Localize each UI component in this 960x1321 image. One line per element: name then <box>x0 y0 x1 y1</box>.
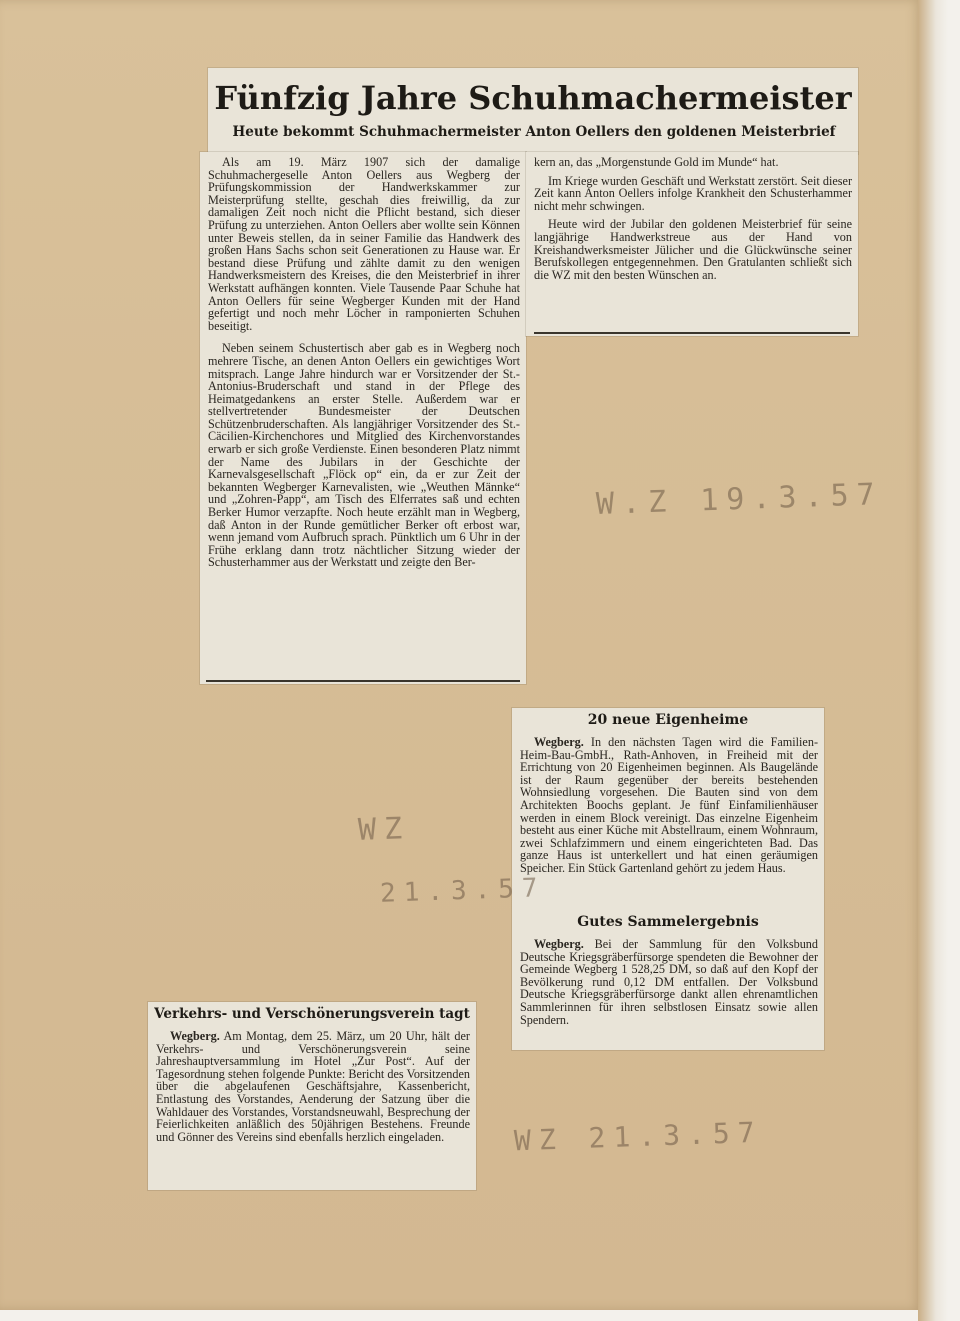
main-article-paragraph-5: Heute wird der Jubilar den goldenen Meisterbrief für seine langjährige Handwerkstreue aus der Hand von Kreishandwerksmeister Jülicher und die Glückwünsche seiner Berufskollegen entgegennehmen. Den Gratulanten schließt sich die WZ mit den besten Wünschen an. <box>534 217 852 282</box>
eigenheime-place: Wegberg. <box>534 735 584 749</box>
page-edge <box>918 0 948 1321</box>
handwritten-date-note-3: WZ 21.3.57 <box>513 1115 764 1158</box>
main-article-left-column <box>200 152 526 684</box>
column-end-rule <box>206 680 520 682</box>
sammel-place: Wegberg. <box>534 937 584 951</box>
verein-clipping <box>148 1002 476 1190</box>
verein-place: Wegberg. <box>170 1029 220 1043</box>
eigenheime-text <box>520 736 818 875</box>
verein-headline: Verkehrs- und Verschönerungsverein tagt <box>154 1006 470 1022</box>
sammel-text <box>520 938 818 1026</box>
main-article-subheadline: Heute bekommt Schuhmachermeister Anton Oellers den goldenen Meisterbrief <box>232 124 836 140</box>
eigenheime-clipping <box>512 708 824 1050</box>
column-end-rule <box>534 332 850 334</box>
handwritten-date-note-2: 21.3.57 <box>379 873 547 909</box>
main-article-paragraph-4: Im Kriege wurden Geschäft und Werkstatt zerstört. Seit dieser Zeit kann Anton Oellers infolge Krankheit den Schusterhammer nicht mehr schwingen. <box>534 173 852 213</box>
main-article-headline: Fünfzig Jahre Schuhmachermeister <box>214 79 852 117</box>
handwritten-source-note: WZ <box>357 811 411 848</box>
eigenheime-headline: 20 neue Eigenheime <box>587 712 749 728</box>
main-article-paragraph-2: Neben seinem Schustertisch aber gab es in Wegberg noch mehrere Tische, an denen Anton Oellers ein gewichtiges Wort mitsprach. Lange Jahre hindurch war er Vorsitzender der St.-Antonius-Bruderschaft und stand in der Pflege des Heimatgedankens an erster Stelle. Außerdem war er stellvertretender Bundesmeister der Deutschen Schützenbruderschaften. Als langjähriger Vorsitzender des St.-Cäcilien-Kirchenchores und Mitglied des Kirchenvorstandes erwarb er sich große Verdienste. Einen besonderen Platz nimmt der Name des Jubilars in der Geschichte der Karnevalsgesellschaft „Flöck op“ ein, da er zur Zeit der bekannten Wegberger Karnevalisten, wie „Weuthen Männke“ und „Zohren-Papp“, am Tisch des Elferrates saß und echten Berker Humor verzapfte. Noch heute erzählt man in Wegberg, daß Anton in der Runde gemütlicher Berker oft erbost war, wenn jemand vom Aufbruch sprach. Pünktlich um 6 Uhr in der Frühe erklang dann trotz nächtlicher Sitzung wieder der Schusterhammer aus der Werkstatt und zeigte den Ber- <box>208 341 520 570</box>
handwritten-date-note-1: W.Z 19.3.57 <box>595 477 884 522</box>
sammel-body: Bei der Sammlung für den Volksbund Deutsche Kriegsgräberfürsorge spendeten die Bewohner der Gemeinde Wegberg 1 528,25 DM, so daß auf den Kopf der Bevölkerung rund 0,12 DM entfallen. Der Volksbund Deutsche Kriegsgräberfürsorge dankt allen ehrenamtlichen Sammlerinnen für ihren selbstlosen Einsatz sowie allen Spendern. <box>520 937 818 1027</box>
verein-text <box>156 1030 470 1143</box>
eigenheime-body: In den nächsten Tagen wird die Familien-Heim-Bau-GmbH., Rath-Anhoven, in Freiheid mit der Errichtung von 20 Eigenheimen beginnen. Als Baugelände ist der Raum gegenüber der bereits bestehenden Wohnsiedlung vorgesehen. Die Bauten sind von dem Architekten Boochs geplant. Je fünf Einfamilienhäuser werden in einem Block vereinigt. Das einzelne Eigenheim besteht aus einer Küche mit Abstellraum, einem Wohnraum, zwei Schlafzimmern und einem eingerichteten Bad. Das ganze Haus ist unterkellert und hat einen geräumigen Speicher. Ein Stück Gartenland gehört zu jedem Haus. <box>520 735 818 875</box>
main-article-header-clipping <box>208 68 858 154</box>
verein-body: Am Montag, dem 25. März, um 20 Uhr, hält der Verkehrs- und Verschönerungsverein seine Jahreshauptversammlung im Hotel „Zur Post“. Auf der Tagesordnung stehen folgende Punkte: Bericht des Vorsitzenden über die abgelaufenen Geschäftsjahre, Kassenbericht, Entlastung des Vorstandes, Aenderung der Satzung über die Wahldauer des Vorstandes, Vorstandsneuwahl, Besprechung der Feierlichkeiten anläßlich des 50jährigen Bestehens. Freunde und Gönner des Vereins sind ebenfalls herzlich eingeladen. <box>156 1029 470 1144</box>
sammel-headline: Gutes Sammelergebnis <box>577 914 759 930</box>
main-article-paragraph-3: kern an, das „Morgenstunde Gold im Munde“ hat. <box>534 155 779 169</box>
main-article-right-column <box>526 152 858 336</box>
main-article-paragraph-1: Als am 19. März 1907 sich der damalige Schuhmachergeselle Anton Oellers aus Wegberg der Prüfungskommission der Handwerkskammer zur Meisterprüfung stellte, geschah dies freiwillig, da zur damaligen Zeit noch nicht die Pflicht bestand, sich dieser Prüfung zu unterziehen. Anton Oellers aber wollte sein Können unter Beweis stellen, da in seiner Familie das Handwerk des großen Hans Sachs schon seit Generationen zu Hause war. Er bestand diese Prüfung und zählte damit zu den wenigen Handwerksmeistern des Kreises, die den Meisterbrief in ihrer Werkstatt aufhängen konnten. Viele Tausende Paar Schuhe hat Anton Oellers für seine Wegberger Kunden mit der Hand gefertigt und noch mehr Löcher in ramponierten Schuhen beseitigt. <box>208 155 520 333</box>
